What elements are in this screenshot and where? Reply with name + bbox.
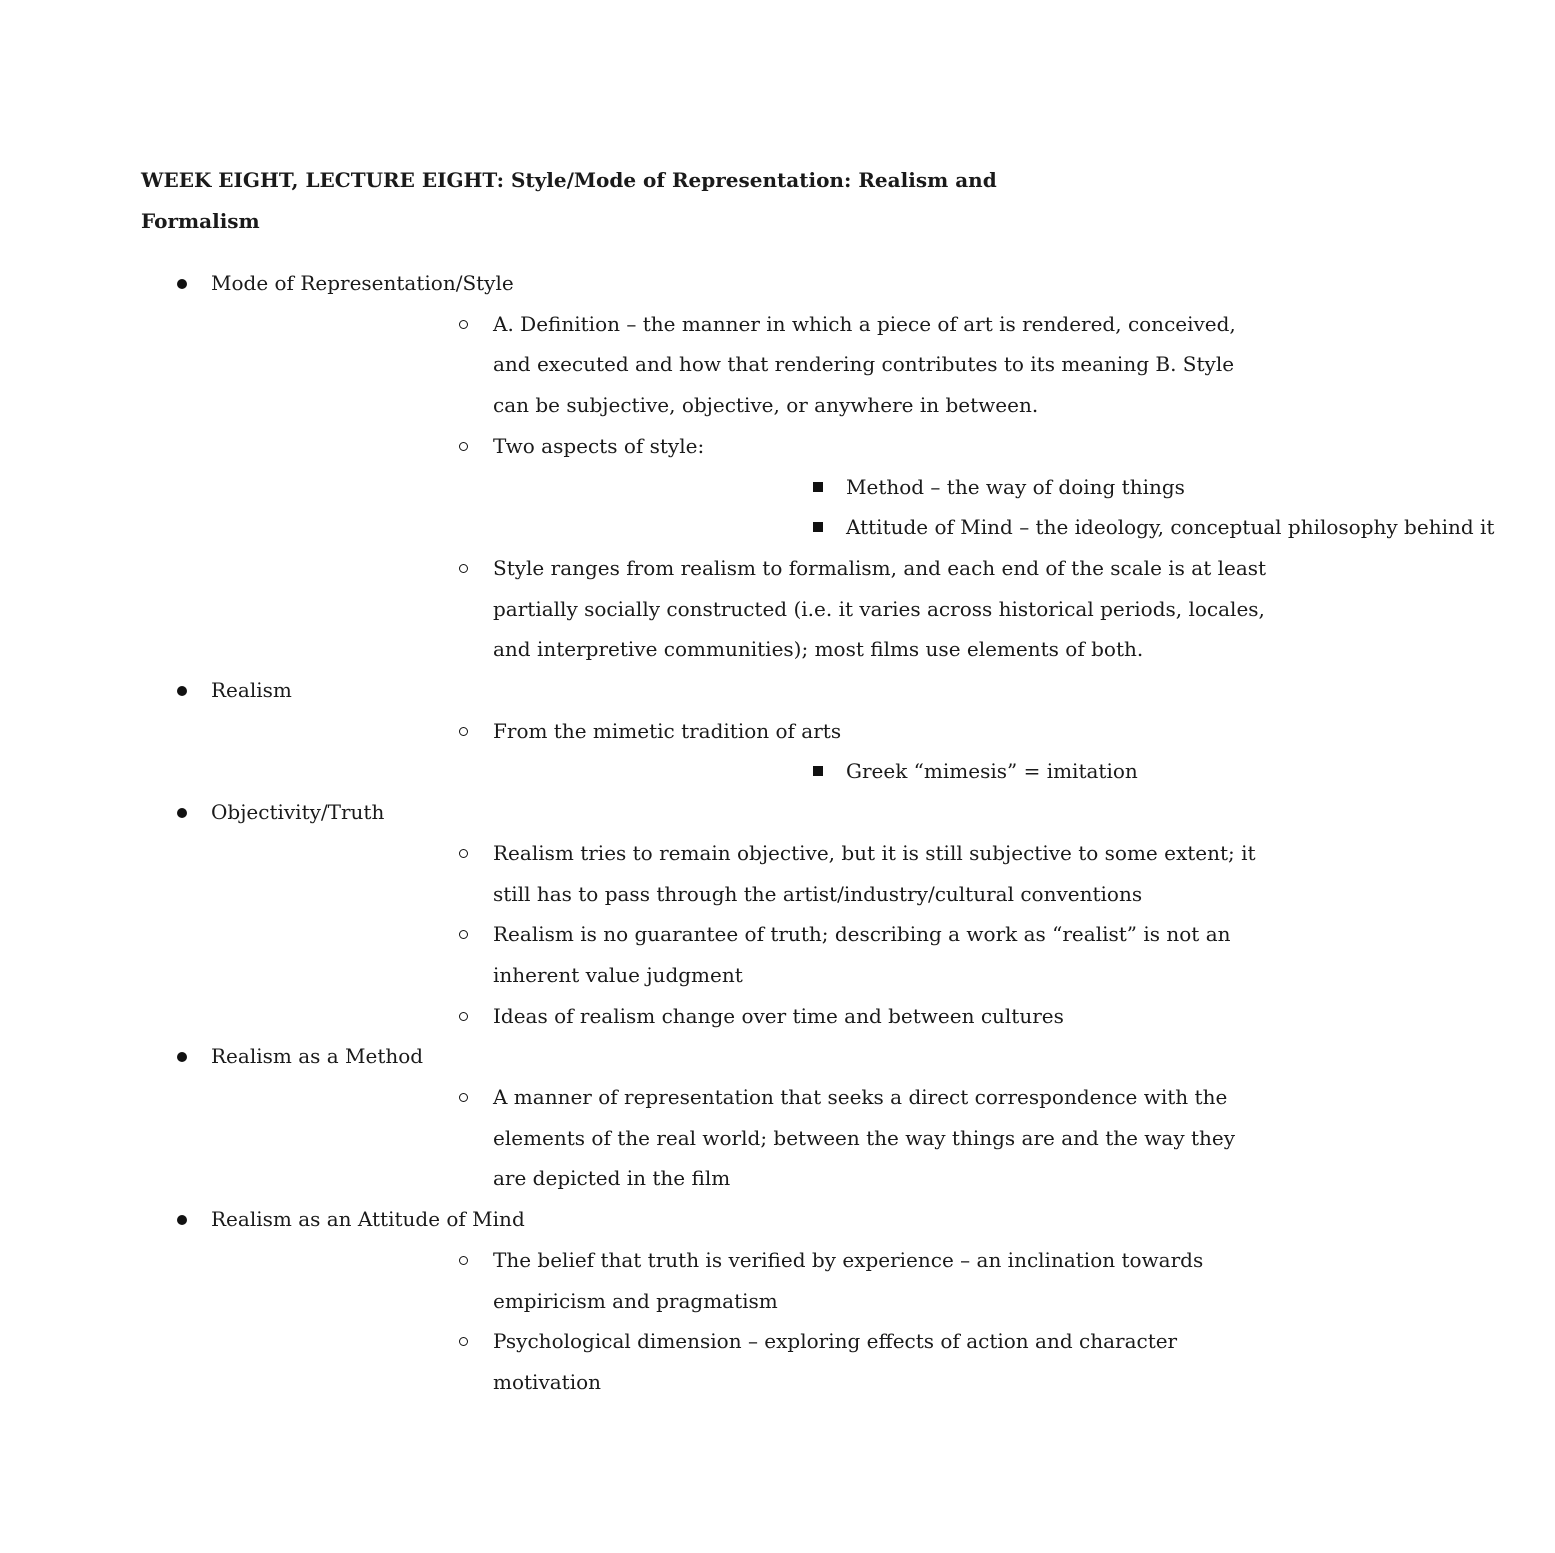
- filled-circle-bullet-icon: [177, 279, 187, 289]
- bullet-item-level-1: [0, 792, 1256, 1036]
- sub-list: [211, 711, 1200, 792]
- sub-list: [493, 751, 1273, 792]
- bullet-text: Greek “mimesis” = imitation: [846, 759, 1138, 784]
- bullet-text: A manner of representation that seeks a direct correspondence with the elements of the real world; between the way things are and the way they are depicted in the film: [493, 1085, 1236, 1191]
- bullet-item-level-2: [211, 833, 1273, 914]
- bullet-text: Realism is no guarantee of truth; describing a work as “realist” is not an inherent value judgment: [493, 922, 1231, 987]
- bullet-item-level-3: [493, 751, 1555, 792]
- bullet-text: The belief that truth is verified by experience – an inclination towards empiricism and pragmatism: [493, 1247, 1204, 1313]
- bullet-text: Realism as a Method: [211, 1044, 424, 1069]
- bullet-item-level-2: [211, 914, 1273, 995]
- square-bullet-icon: [813, 482, 823, 492]
- bullet-item-level-1: [0, 1199, 1204, 1403]
- bullet-item-level-2: [211, 1077, 1273, 1199]
- hollow-circle-bullet-icon: [459, 727, 468, 736]
- bullet-text: Realism: [211, 678, 292, 703]
- hollow-circle-bullet-icon: [459, 1012, 468, 1021]
- filled-circle-bullet-icon: [177, 1052, 187, 1062]
- bullet-text: Realism as an Attitude of Mind: [211, 1207, 525, 1232]
- filled-circle-bullet-icon: [177, 808, 187, 818]
- bullet-text: A. Definition – the manner in which a piece of art is rendered, conceived, and executed and how that rendering contributes to its meaning B. Style can be subjective, objective, or anywhere in between.: [493, 311, 1236, 418]
- bullet-item-level-2: [211, 711, 1273, 792]
- bullet-text: Two aspects of style:: [493, 433, 705, 458]
- hollow-circle-bullet-icon: [459, 1337, 468, 1346]
- sub-list: [493, 467, 1495, 548]
- bullet-item-level-1: [0, 1036, 1236, 1199]
- hollow-circle-bullet-icon: [459, 930, 468, 939]
- bullet-text: Psychological dimension – exploring effects of action and character motivation: [493, 1329, 1178, 1394]
- bullet-item-level-2: [211, 304, 1273, 426]
- bullet-item-level-1: [0, 263, 1495, 670]
- square-bullet-icon: [813, 522, 823, 532]
- bullet-item-level-2: [211, 996, 1273, 1037]
- bullet-item-level-1: [0, 670, 1200, 792]
- lecture-title: WEEK EIGHT, LECTURE EIGHT: Style/Mode of Representation: Realism and Formalism: [141, 168, 997, 233]
- bullet-item-level-2: [211, 548, 1273, 670]
- hollow-circle-bullet-icon: [459, 320, 468, 329]
- bullet-item-level-3: [493, 467, 1555, 508]
- bullet-item-level-3: [493, 507, 1555, 548]
- square-bullet-icon: [813, 766, 823, 776]
- bullet-item-level-2: [211, 1240, 1273, 1321]
- hollow-circle-bullet-icon: [459, 849, 468, 858]
- sub-list: [211, 833, 1256, 1037]
- sub-list: [211, 1240, 1204, 1403]
- hollow-circle-bullet-icon: [459, 564, 468, 573]
- bullet-text: Style ranges from realism to formalism, and each end of the scale is at least partially socially constructed (i.e. it varies across historical periods, locales, and interpretive communities); most films use elements of both.: [493, 555, 1267, 662]
- lecture-outline: [0, 263, 1495, 1403]
- hollow-circle-bullet-icon: [459, 1256, 468, 1265]
- filled-circle-bullet-icon: [177, 1215, 187, 1225]
- bullet-item-level-2: [211, 1321, 1273, 1402]
- bullet-text: Objectivity/Truth: [211, 800, 385, 825]
- bullet-text: Realism tries to remain objective, but it is still subjective to some extent; it still has to pass through the artist/industry/cultural conventions: [493, 840, 1256, 906]
- bullet-text: From the mimetic tradition of arts: [493, 718, 842, 743]
- hollow-circle-bullet-icon: [459, 442, 468, 451]
- hollow-circle-bullet-icon: [459, 1093, 468, 1102]
- filled-circle-bullet-icon: [177, 686, 187, 696]
- bullet-text: Attitude of Mind – the ideology, conceptual philosophy behind it: [846, 515, 1495, 540]
- bullet-text: Ideas of realism change over time and between cultures: [493, 1003, 1064, 1028]
- sub-list: [211, 304, 1495, 670]
- bullet-item-level-2: [211, 426, 1495, 548]
- sub-list: [211, 1077, 1236, 1199]
- bullet-text: Method – the way of doing things: [846, 474, 1185, 499]
- bullet-text: Mode of Representation/Style: [211, 271, 514, 295]
